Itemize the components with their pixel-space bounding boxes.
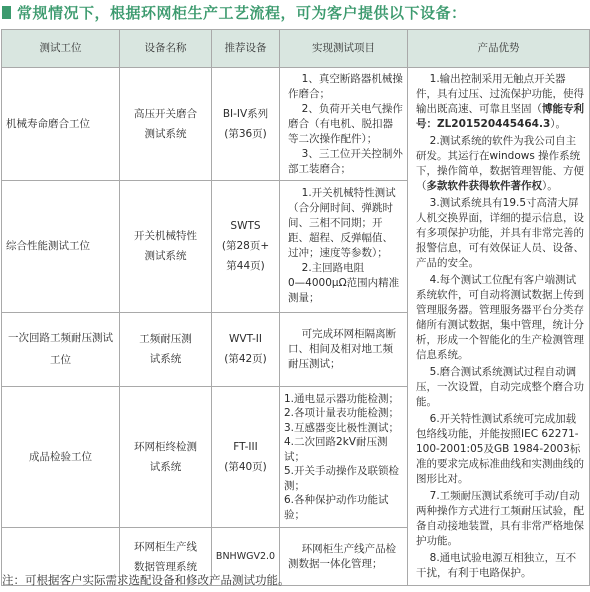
advantage-text: ）。	[542, 180, 558, 192]
items-cell: 可完成环网柜隔离断口、相间及相对地工频耐压测试；	[280, 312, 408, 386]
model-cell: WVT-II (第42页)	[212, 312, 280, 386]
equipment-cell: 高压开关磨合 测试系统	[120, 68, 212, 181]
model-cell: BI-IV系列 (第36页)	[212, 68, 280, 181]
table-row	[2, 68, 590, 181]
model-cell: FT-III (第40页)	[212, 386, 280, 528]
model-cell: BNHWGV2.0	[212, 528, 280, 586]
equipment-table	[1, 29, 590, 586]
advantage-item	[416, 134, 584, 194]
advantage-item	[416, 412, 584, 487]
advantages-cell	[408, 68, 590, 586]
advantage-bold-text: 多款软件获得软件著作权	[426, 180, 542, 192]
equipment-cell: 环网柜生产线 数据管理系统	[120, 528, 212, 586]
equipment-cell: 环网柜终检测 试系统	[120, 386, 212, 528]
advantage-item	[416, 551, 584, 581]
header-items: 实现测试项目	[280, 30, 408, 68]
station-cell: 综合性能测试工位	[2, 181, 120, 313]
advantage-text: 4.每个测试工位配有客户端测试系统软件，可自动将测试数据上传到管理服务器。管理服务器平台分类存储所有测试数据，集中管理，统计分析，形成一个智能化的生产检测管理信息系统。	[416, 274, 584, 361]
header-equipment: 设备名称	[120, 30, 212, 68]
advantages-list	[416, 72, 584, 581]
advantage-item	[416, 72, 584, 132]
model-cell: SWTS (第28页+ 第44页)	[212, 181, 280, 313]
items-cell: 1.通电显示器功能检测； 2.各项计量表功能检测； 3.互感器变比极性测试； 4.二次回路2kV耐压测试； 5.开关手动操作及联锁检测； 6.各种保护动作功能试验；	[280, 386, 408, 528]
advantage-item	[416, 489, 584, 549]
equipment-cell: 工频耐压测 试系统	[120, 312, 212, 386]
advantage-text: 6.开关特性测试系统可完成加载包络线功能，并能按照IEC 62271-100-2001:05及GB 1984-2003标准的要求完成标准曲线和实测曲线的图形比对。	[416, 413, 584, 485]
header-advantages: 产品优势	[408, 30, 590, 68]
equipment-cell: 开关机械特性 测试系统	[120, 181, 212, 313]
section-heading	[0, 0, 590, 24]
advantage-text: 8.通电试验电源互相独立，互不干扰，有利于电路保护。	[416, 552, 577, 579]
header-model: 推荐设备	[212, 30, 280, 68]
items-cell: 1、真空断路器机械操作磨合； 2、负荷开关电气操作磨合（有电机、脱扣器等二次操作配件）； 3、三工位开关控制外部工装磨合；	[280, 68, 408, 181]
advantage-text: 1.输出控制采用无触点开关器件，具有过压、过流保护功能，使得输出既高速、可靠且坚固（	[416, 73, 584, 115]
station-cell: 一次回路工频耐压测试工位	[2, 312, 120, 386]
footnote: 注：可根据客户实际需求选配设备和修改产品测试功能。	[2, 573, 290, 587]
advantage-item	[416, 196, 584, 271]
station-cell: 成品检验工位	[2, 386, 120, 528]
advantage-text: ）。	[550, 118, 567, 130]
advantage-text: 7.工频耐压测试系统可手动/自动两种操作方式进行工频耐压试验，配备自动接地装置，具有非常严格地保护功能。	[416, 490, 584, 547]
station-cell: 机械寿命磨合工位	[2, 68, 120, 181]
advantage-text: 3.测试系统具有19.5寸高清大屏人机交换界面，详细的提示信息，设有多项保护功能，并具有非常完善的报警信息，可有效保证人员、设备、产品的安全。	[416, 197, 584, 269]
advantage-item	[416, 273, 584, 363]
heading-marker	[2, 6, 11, 19]
items-cell: 1.开关机械特性测试（合分闸时间、弹跳时间、三相不同期；开距、超程、反弹幅值、过冲；速度等参数）； 2.主回路电阻 0—4000μΩ范围内精准测量；	[280, 181, 408, 313]
heading-text: 常规情况下，根据环网柜生产工艺流程，可为客户提供以下设备：	[17, 3, 467, 22]
advantage-text: 5.磨合测试系统测试过程自动调压，一次设置，自动完成整个磨合功能。	[416, 366, 584, 408]
header-station: 测试工位	[2, 30, 120, 68]
items-cell: 环网柜生产线产品检测数据一体化管理；	[280, 528, 408, 586]
advantage-bold-text: 博能专利号：ZL201520445464.3	[416, 103, 584, 130]
advantage-item	[416, 365, 584, 410]
advantage-text: 2.测试系统的软件为我公司自主研发。其运行在windows 操作系统下，操作简单，数据管理智能、方便（	[416, 135, 584, 192]
table-header-row	[2, 30, 590, 68]
